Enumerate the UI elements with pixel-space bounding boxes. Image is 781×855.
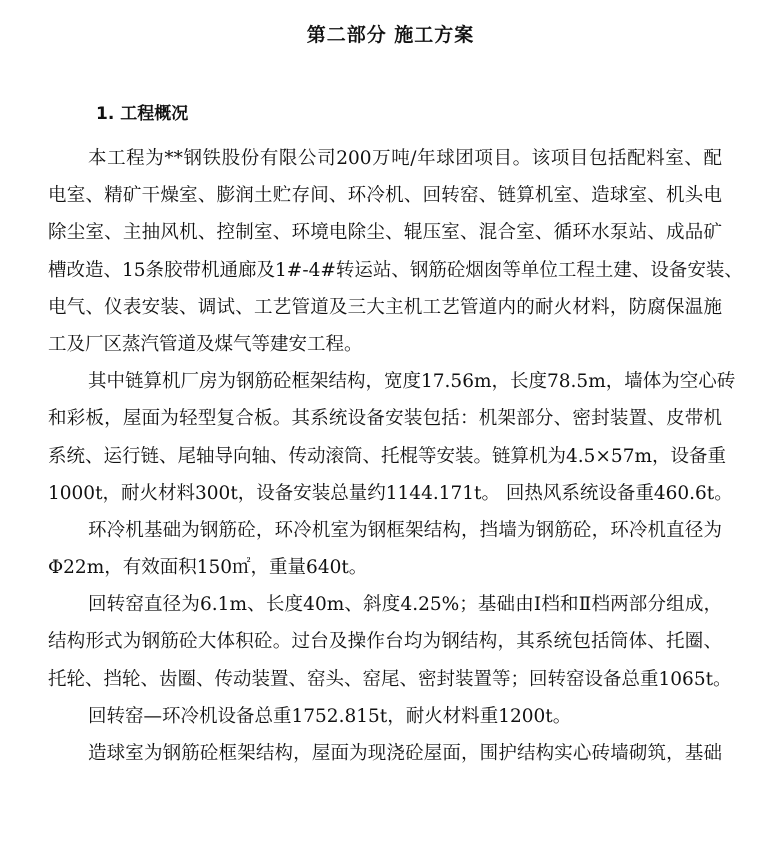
- paragraph-line: 托轮、挡轮、齿圈、传动装置、窑头、窑尾、密封装置等；回转窑设备总重1065t。: [48, 668, 732, 690]
- paragraph-line: 造球室为钢筋砼框架结构，屋面为现浇砼屋面，围护结构实心砖墙砌筑，基础: [88, 743, 722, 764]
- paragraph-line: 结构形式为钢筋砼大体积砼。过台及操作台均为钢结构，其系统包括筒体、托圈、: [48, 631, 722, 653]
- paragraph-line: Φ22m，有效面积150㎡，重量640t。: [48, 557, 368, 579]
- paragraph-line: 电气、仪表安装、调试、工艺管道及三大主机工艺管道内的耐火材料，防腐保温施: [48, 296, 722, 318]
- paragraph-line: 和彩板，屋面为轻型复合板。其系统设备安装包括：机架部分、密封装置、皮带机: [48, 408, 722, 430]
- paragraph-line: 本工程为**钢铁股份有限公司200万吨/年球团项目。该项目包括配料室、配: [88, 148, 722, 169]
- paragraph-line: 除尘室、主抽风机、控制室、环境电除尘、辊压室、混合室、循环水泵站、成品矿: [48, 222, 722, 244]
- paragraph-line: 回转窑—环冷机设备总重1752.815t，耐火材料重1200t。: [88, 705, 572, 727]
- paragraph-line: 其中链算机厂房为钢筋砼框架结构，宽度17.56m，长度78.5m，墙体为空心砖: [88, 371, 736, 393]
- section-heading: 1. 工程概况: [96, 104, 189, 124]
- document-title: 第二部分 施工方案: [306, 24, 475, 46]
- paragraph-line: 1000t，耐火材料300t，设备安装总量约1144.171t。 回热风系统设备重460.6t。: [48, 482, 733, 504]
- paragraph-line: 环冷机基础为钢筋砼，环冷机室为钢框架结构，挡墙为钢筋砼，环冷机直径为: [88, 519, 722, 541]
- paragraph-line: 工及厂区蒸汽管道及煤气等建安工程。: [48, 333, 363, 355]
- paragraph-line: 电室、精矿干燥室、膨润土贮存间、环冷机、回转窑、链算机室、造球室、机头电: [48, 185, 722, 207]
- paragraph-line: 槽改造、15条胶带机通廊及1#-4#转运站、钢筋砼烟囱等单位工程土建、设备安装、: [48, 259, 743, 281]
- document-body: [48, 140, 743, 772]
- paragraph-line: 系统、运行链、尾轴导向轴、传动滚筒、托棍等安装。链算机为4.5×57m，设备重: [48, 445, 727, 467]
- paragraph-line: 回转窑直径为6.1m、长度40m、斜度4.25%；基础由Ⅰ档和Ⅱ档两部分组成，: [88, 594, 722, 616]
